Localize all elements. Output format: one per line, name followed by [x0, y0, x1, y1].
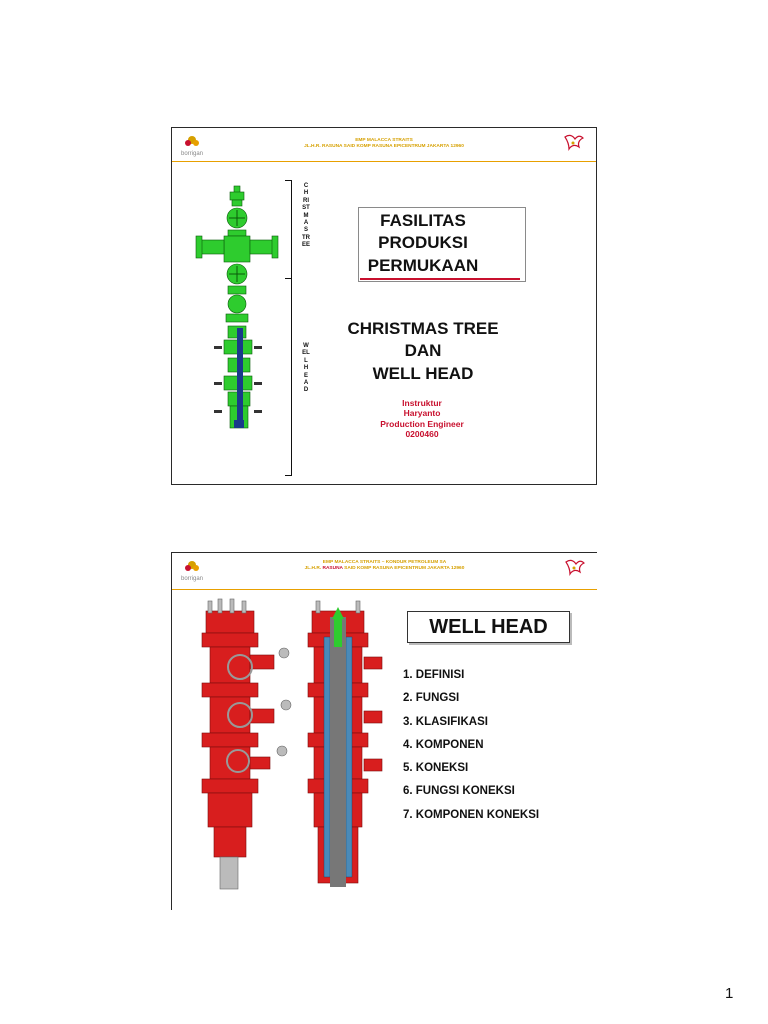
header-address-suffix: SAID KOMP RASUNA EPICENTRUM JAKARTA 12960 [342, 566, 465, 571]
well-head-vertical-label: WELL HEAD [302, 343, 310, 394]
main-title-line-2: PRODUKSI [378, 233, 468, 252]
christmas-tree-illustration [194, 178, 294, 448]
header-divider [172, 589, 597, 590]
well-head-title: WELL HEAD [407, 611, 570, 643]
topic-list [403, 669, 539, 832]
main-title-line-1: FASILITAS [380, 211, 466, 230]
header-company: EMP MALACCA STRAITS – KONDUR PETROLEUM SA [322, 560, 447, 565]
christmas-tree-bracket [285, 180, 292, 327]
list-item: 4. KOMPONEN [403, 738, 484, 751]
header-company: EMP MALACCA STRAITS [355, 138, 413, 143]
company-logo-right [551, 131, 593, 161]
slide-christmas-tree [171, 127, 597, 485]
instructor-label: Instruktur [402, 398, 442, 408]
subtitle-line-1: CHRISTMAS TREE [347, 319, 499, 338]
header-address [172, 566, 597, 572]
header-address-highlight: RASUNA [322, 566, 343, 571]
logo-left-text: borrigan [180, 576, 204, 582]
company-logo-left [175, 132, 209, 158]
header-address: JL.H.R. RASUNA SAID KOMP RASUNA EPICENTRUM JAKARTA 12960 [304, 144, 464, 149]
christmas-tree-vertical-label: CHRISTMAS TREE [302, 183, 311, 249]
page-number: 1 [725, 985, 734, 1002]
header-address-prefix: JL.H.R. [304, 566, 323, 571]
instructor-role: Production Engineer [380, 419, 464, 429]
logo-left-text: borrigan [180, 151, 204, 157]
list-item: 3. KLASIFIKASI [403, 715, 488, 728]
list-item: 1. DEFINISI [403, 669, 465, 681]
header-divider [172, 161, 596, 162]
instructor-name: Haryanto [403, 408, 441, 418]
wellhead-exterior-illustration [194, 597, 304, 899]
wellhead-cross-section-illustration [302, 597, 402, 899]
subtitle-line-3: WELL HEAD [372, 364, 474, 383]
company-logo-left [175, 557, 209, 583]
list-item: 6. FUNGSI KONEKSI [403, 785, 515, 798]
list-item: 5. KONEKSI [403, 762, 469, 775]
slide-header [172, 128, 596, 162]
main-title-line-3: PERMUKAAN [367, 256, 479, 275]
company-logo-right [552, 556, 594, 586]
list-item: 2. FUNGSI [403, 692, 460, 705]
title-underline [360, 278, 520, 280]
list-item: 7. KOMPONEN KONEKSI [403, 808, 540, 821]
subtitle-line-2: DAN [404, 341, 442, 360]
slide-header [172, 553, 597, 587]
instructor-id: 0200460 [405, 429, 439, 439]
slide-well-head [171, 552, 597, 910]
